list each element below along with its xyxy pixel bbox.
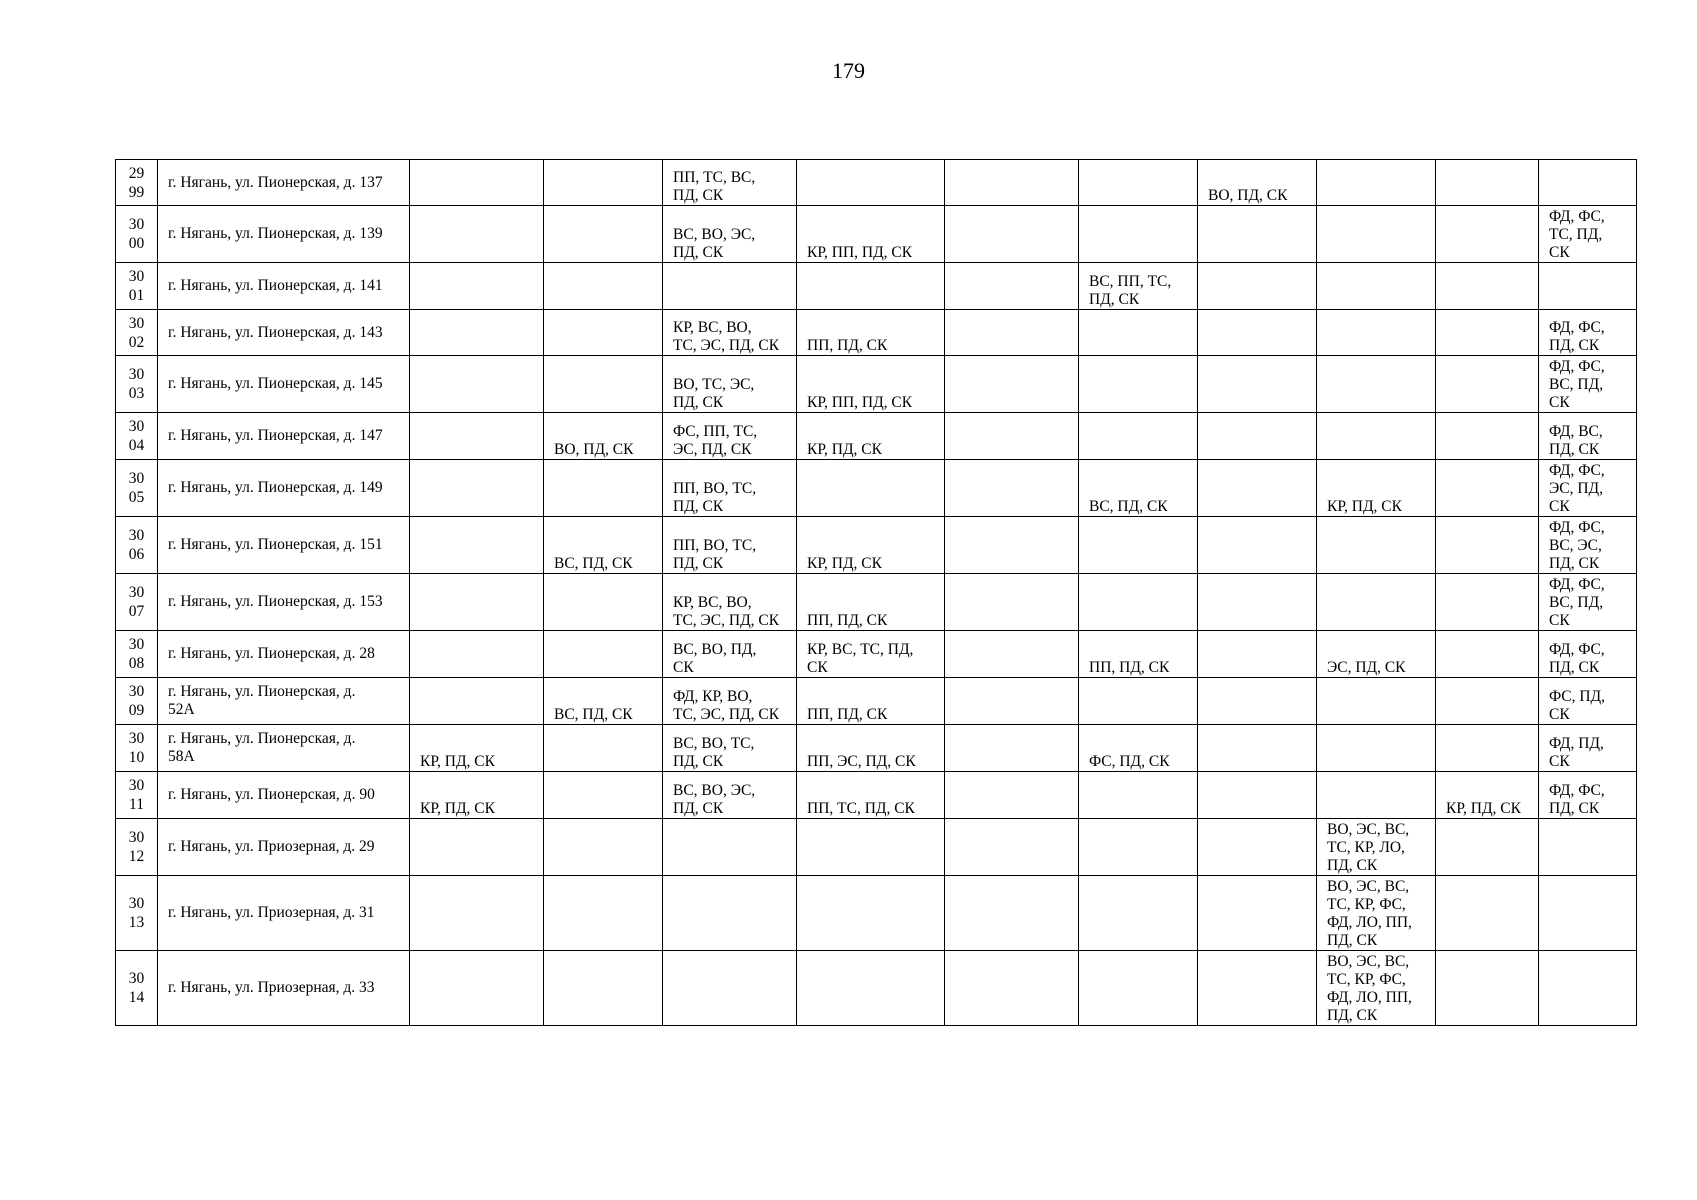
works-cell-col-6 xyxy=(797,517,945,574)
address-cell xyxy=(158,678,410,725)
works-cell-col-11 xyxy=(1436,310,1539,356)
address-cell xyxy=(158,876,410,951)
works-cell-col-8 xyxy=(1079,517,1198,574)
works-text: ВС, ВО, ЭС, ПД, СК xyxy=(673,782,756,817)
works-cell-col-8 xyxy=(1079,678,1198,725)
works-cell-col-3 xyxy=(410,263,544,310)
works-cell-col-7 xyxy=(945,356,1079,413)
works-text: ФС, ПП, ТС, ЭС, ПД, СК xyxy=(673,423,758,458)
row-number-text: 30 08 xyxy=(128,636,145,672)
address-cell xyxy=(158,631,410,678)
works-cell-col-3 xyxy=(410,206,544,263)
works-cell-col-10 xyxy=(1317,413,1436,460)
works-cell-col-9 xyxy=(1198,263,1317,310)
works-cell-col-7 xyxy=(945,263,1079,310)
works-cell-col-9 xyxy=(1198,876,1317,951)
works-cell-col-3 xyxy=(410,678,544,725)
row-number xyxy=(116,460,158,517)
works-cell-col-7 xyxy=(945,678,1079,725)
works-cell-col-12 xyxy=(1539,725,1637,772)
works-cell-col-9 xyxy=(1198,413,1317,460)
works-cell-col-7 xyxy=(945,460,1079,517)
address-text: г. Нягань, ул. Пионерская, д. 139 xyxy=(168,225,383,242)
table-row xyxy=(116,631,1637,678)
row-number-text: 30 01 xyxy=(128,268,145,304)
works-cell-col-3 xyxy=(410,725,544,772)
address-text: г. Нягань, ул. Пионерская, д. 147 xyxy=(168,427,383,444)
works-cell-col-3 xyxy=(410,951,544,1026)
works-cell-col-5 xyxy=(663,160,797,206)
works-cell-col-11 xyxy=(1436,876,1539,951)
works-cell-col-6 xyxy=(797,876,945,951)
works-cell-col-4 xyxy=(544,574,663,631)
works-text: ПП, ПД, СК xyxy=(807,612,888,629)
works-cell-col-5 xyxy=(663,951,797,1026)
works-cell-col-6 xyxy=(797,160,945,206)
works-cell-col-10 xyxy=(1317,356,1436,413)
works-cell-col-5 xyxy=(663,356,797,413)
address-cell xyxy=(158,951,410,1026)
works-text: ПП, ПД, СК xyxy=(1089,659,1170,676)
works-cell-col-6 xyxy=(797,356,945,413)
table-row xyxy=(116,206,1637,263)
works-text: ФД, КР, ВО, ТС, ЭС, ПД, СК xyxy=(673,688,780,723)
works-cell-col-6 xyxy=(797,819,945,876)
row-number-text: 30 12 xyxy=(128,829,145,865)
address-text: г. Нягань, ул. Пионерская, д. 151 xyxy=(168,536,383,553)
works-cell-col-6 xyxy=(797,631,945,678)
row-number-text: 30 02 xyxy=(128,314,145,351)
works-cell-col-12 xyxy=(1539,678,1637,725)
row-number-text: 30 06 xyxy=(128,527,145,563)
works-text: ПП, ВО, ТС, ПД, СК xyxy=(673,537,757,572)
works-cell-col-8 xyxy=(1079,310,1198,356)
row-number xyxy=(116,631,158,678)
works-cell-col-11 xyxy=(1436,263,1539,310)
table-row xyxy=(116,263,1637,310)
table-row xyxy=(116,725,1637,772)
works-cell-col-8 xyxy=(1079,772,1198,819)
works-cell-col-10 xyxy=(1317,263,1436,310)
works-text: КР, ВС, ВО, ТС, ЭС, ПД, СК xyxy=(673,319,780,354)
works-cell-col-5 xyxy=(663,678,797,725)
works-text: ВС, ВО, ТС, ПД, СК xyxy=(673,735,755,770)
address-cell xyxy=(158,460,410,517)
works-text: ПП, ПД, СК xyxy=(807,337,888,354)
works-cell-col-4 xyxy=(544,413,663,460)
works-cell-col-5 xyxy=(663,517,797,574)
works-cell-col-8 xyxy=(1079,160,1198,206)
works-text: ФД, ФС, ТС, ПД, СК xyxy=(1549,208,1605,261)
works-cell-col-3 xyxy=(410,876,544,951)
works-cell-col-7 xyxy=(945,413,1079,460)
works-cell-col-12 xyxy=(1539,310,1637,356)
row-number-text: 30 00 xyxy=(128,216,145,252)
works-text: ФД, ФС, ПД, СК xyxy=(1549,319,1605,354)
works-cell-col-5 xyxy=(663,819,797,876)
works-cell-col-3 xyxy=(410,356,544,413)
works-cell-col-12 xyxy=(1539,160,1637,206)
works-cell-col-11 xyxy=(1436,356,1539,413)
works-text: ПП, ВО, ТС, ПД, СК xyxy=(673,480,757,515)
works-text: ФД, ПД, СК xyxy=(1549,735,1604,770)
works-cell-col-7 xyxy=(945,574,1079,631)
works-cell-col-7 xyxy=(945,160,1079,206)
works-text: ФС, ПД, СК xyxy=(1089,753,1170,770)
works-cell-col-6 xyxy=(797,413,945,460)
table-row xyxy=(116,678,1637,725)
row-number xyxy=(116,206,158,263)
row-number-text: 30 04 xyxy=(128,418,145,454)
works-cell-col-11 xyxy=(1436,631,1539,678)
works-cell-col-10 xyxy=(1317,517,1436,574)
works-text: ВС, ПД, СК xyxy=(1089,498,1168,515)
address-text: г. Нягань, ул. Пионерская, д. 28 xyxy=(168,645,375,662)
works-cell-col-3 xyxy=(410,574,544,631)
works-cell-col-6 xyxy=(797,460,945,517)
works-text: КР, ПД, СК xyxy=(1446,800,1521,817)
works-cell-col-3 xyxy=(410,517,544,574)
works-cell-col-7 xyxy=(945,772,1079,819)
works-cell-col-12 xyxy=(1539,951,1637,1026)
works-cell-col-9 xyxy=(1198,951,1317,1026)
works-text: ВО, ПД, СК xyxy=(1208,187,1288,204)
table-body xyxy=(116,160,1637,1026)
address-cell xyxy=(158,413,410,460)
works-text: ВО, ТС, ЭС, ПД, СК xyxy=(673,376,755,411)
works-text: ФД, ФС, ВС, ЭС, ПД, СК xyxy=(1549,519,1605,572)
works-cell-col-6 xyxy=(797,206,945,263)
table-row xyxy=(116,160,1637,206)
works-text: КР, ПД, СК xyxy=(420,800,495,817)
works-cell-col-10 xyxy=(1317,819,1436,876)
row-number-text: 30 11 xyxy=(128,777,145,813)
address-cell xyxy=(158,206,410,263)
works-cell-col-11 xyxy=(1436,460,1539,517)
row-number xyxy=(116,678,158,725)
works-cell-col-4 xyxy=(544,460,663,517)
works-cell-col-12 xyxy=(1539,819,1637,876)
works-table xyxy=(115,159,1637,1026)
works-text: КР, ПД, СК xyxy=(807,441,882,458)
works-cell-col-8 xyxy=(1079,206,1198,263)
address-text: г. Нягань, ул. Пионерская, д. 149 xyxy=(168,479,383,496)
works-cell-col-11 xyxy=(1436,206,1539,263)
works-cell-col-12 xyxy=(1539,631,1637,678)
works-cell-col-5 xyxy=(663,263,797,310)
row-number-text: 30 10 xyxy=(128,730,145,766)
works-cell-col-6 xyxy=(797,772,945,819)
row-number xyxy=(116,413,158,460)
works-text: ФД, ФС, ЭС, ПД, СК xyxy=(1549,462,1605,515)
works-text: ПП, ЭС, ПД, СК xyxy=(807,753,916,770)
works-cell-col-3 xyxy=(410,460,544,517)
address-cell xyxy=(158,310,410,356)
address-text: г. Нягань, ул. Пионерская, д. 145 xyxy=(168,375,383,392)
works-cell-col-4 xyxy=(544,517,663,574)
row-number-text: 30 13 xyxy=(128,895,145,931)
works-cell-col-12 xyxy=(1539,206,1637,263)
works-cell-col-9 xyxy=(1198,725,1317,772)
works-cell-col-11 xyxy=(1436,413,1539,460)
works-text: ВС, ВО, ЭС, ПД, СК xyxy=(673,226,756,261)
works-cell-col-8 xyxy=(1079,460,1198,517)
works-cell-col-10 xyxy=(1317,460,1436,517)
address-cell xyxy=(158,574,410,631)
works-cell-col-10 xyxy=(1317,574,1436,631)
works-text: ФД, ФС, ПД, СК xyxy=(1549,641,1605,676)
works-cell-col-6 xyxy=(797,725,945,772)
works-text: КР, ПД, СК xyxy=(420,753,495,770)
works-cell-col-9 xyxy=(1198,356,1317,413)
works-cell-col-6 xyxy=(797,678,945,725)
row-number xyxy=(116,263,158,310)
works-cell-col-12 xyxy=(1539,772,1637,819)
table-row xyxy=(116,876,1637,951)
address-text: г. Нягань, ул. Приозерная, д. 31 xyxy=(168,904,375,921)
works-cell-col-11 xyxy=(1436,678,1539,725)
address-cell xyxy=(158,517,410,574)
address-text: г. Нягань, ул. Пионерская, д. 90 xyxy=(168,786,375,803)
works-cell-col-6 xyxy=(797,263,945,310)
works-cell-col-12 xyxy=(1539,263,1637,310)
works-cell-col-5 xyxy=(663,574,797,631)
works-text: КР, ПД, СК xyxy=(1327,498,1402,515)
works-cell-col-3 xyxy=(410,160,544,206)
works-text: ВС, ПП, ТС, ПД, СК xyxy=(1089,273,1172,308)
works-text: КР, ПП, ПД, СК xyxy=(807,394,913,411)
works-cell-col-4 xyxy=(544,310,663,356)
works-text: ФД, ФС, ПД, СК xyxy=(1549,782,1605,817)
row-number-text: 30 05 xyxy=(128,470,145,506)
row-number xyxy=(116,725,158,772)
works-cell-col-3 xyxy=(410,631,544,678)
works-text: ПП, ТС, ВС, ПД, СК xyxy=(673,169,756,204)
works-cell-col-10 xyxy=(1317,772,1436,819)
address-text: г. Нягань, ул. Приозерная, д. 33 xyxy=(168,979,375,996)
works-text: ПП, ПД, СК xyxy=(807,706,888,723)
works-text: КР, ПП, ПД, СК xyxy=(807,244,913,261)
works-text: КР, ВС, ТС, ПД, СК xyxy=(807,641,914,676)
row-number-text: 30 03 xyxy=(128,366,145,402)
works-text: КР, ПД, СК xyxy=(807,555,882,572)
row-number xyxy=(116,310,158,356)
table-row xyxy=(116,356,1637,413)
works-cell-col-9 xyxy=(1198,310,1317,356)
works-text: ЭС, ПД, СК xyxy=(1327,659,1406,676)
works-text: ВО, ЭС, ВС, ТС, КР, ЛО, ПД, СК xyxy=(1327,821,1410,874)
table-row xyxy=(116,819,1637,876)
works-cell-col-8 xyxy=(1079,574,1198,631)
address-text: г. Нягань, ул. Пионерская, д. 141 xyxy=(168,277,383,294)
page-number: 179 xyxy=(832,58,865,83)
works-cell-col-4 xyxy=(544,678,663,725)
works-cell-col-9 xyxy=(1198,631,1317,678)
table-row xyxy=(116,413,1637,460)
table-row xyxy=(116,460,1637,517)
works-cell-col-5 xyxy=(663,876,797,951)
row-number-text: 30 14 xyxy=(128,970,145,1006)
works-cell-col-7 xyxy=(945,310,1079,356)
address-text: г. Нягань, ул. Пионерская, д. 58А xyxy=(168,730,356,765)
works-cell-col-4 xyxy=(544,631,663,678)
works-cell-col-9 xyxy=(1198,819,1317,876)
works-cell-col-9 xyxy=(1198,678,1317,725)
works-cell-col-3 xyxy=(410,310,544,356)
row-number-text: 30 07 xyxy=(128,584,145,620)
works-cell-col-11 xyxy=(1436,951,1539,1026)
works-cell-col-10 xyxy=(1317,876,1436,951)
works-cell-col-5 xyxy=(663,725,797,772)
works-cell-col-12 xyxy=(1539,413,1637,460)
works-cell-col-5 xyxy=(663,310,797,356)
works-cell-col-4 xyxy=(544,160,663,206)
works-text: ПП, ТС, ПД, СК xyxy=(807,800,915,817)
works-cell-col-9 xyxy=(1198,772,1317,819)
works-cell-col-11 xyxy=(1436,772,1539,819)
works-cell-col-7 xyxy=(945,819,1079,876)
works-cell-col-5 xyxy=(663,460,797,517)
works-cell-col-4 xyxy=(544,819,663,876)
works-cell-col-12 xyxy=(1539,356,1637,413)
works-cell-col-10 xyxy=(1317,951,1436,1026)
works-cell-col-3 xyxy=(410,772,544,819)
works-text: ВО, ЭС, ВС, ТС, КР, ФС, ФД, ЛО, ПП, ПД, СК xyxy=(1327,953,1412,1024)
works-cell-col-11 xyxy=(1436,517,1539,574)
works-cell-col-9 xyxy=(1198,574,1317,631)
works-cell-col-4 xyxy=(544,725,663,772)
works-text: ВС, ВО, ПД, СК xyxy=(673,641,757,676)
row-number xyxy=(116,951,158,1026)
works-text: ФД, ФС, ВС, ПД, СК xyxy=(1549,576,1605,629)
works-cell-col-11 xyxy=(1436,160,1539,206)
address-cell xyxy=(158,356,410,413)
works-text: ВО, ЭС, ВС, ТС, КР, ФС, ФД, ЛО, ПП, ПД, СК xyxy=(1327,878,1412,949)
row-number xyxy=(116,160,158,206)
works-cell-col-3 xyxy=(410,413,544,460)
row-number xyxy=(116,819,158,876)
works-cell-col-5 xyxy=(663,413,797,460)
works-cell-col-9 xyxy=(1198,460,1317,517)
works-cell-col-7 xyxy=(945,876,1079,951)
works-cell-col-7 xyxy=(945,517,1079,574)
works-cell-col-10 xyxy=(1317,310,1436,356)
table-row xyxy=(116,517,1637,574)
works-cell-col-8 xyxy=(1079,413,1198,460)
works-cell-col-8 xyxy=(1079,263,1198,310)
row-number xyxy=(116,356,158,413)
works-text: ФД, ФС, ВС, ПД, СК xyxy=(1549,358,1605,411)
works-cell-col-12 xyxy=(1539,574,1637,631)
address-text: г. Нягань, ул. Пионерская, д. 52А xyxy=(168,683,356,718)
works-cell-col-11 xyxy=(1436,574,1539,631)
row-number xyxy=(116,517,158,574)
works-cell-col-12 xyxy=(1539,460,1637,517)
works-cell-col-12 xyxy=(1539,876,1637,951)
address-cell xyxy=(158,263,410,310)
works-cell-col-7 xyxy=(945,725,1079,772)
works-cell-col-4 xyxy=(544,876,663,951)
works-cell-col-10 xyxy=(1317,725,1436,772)
works-cell-col-11 xyxy=(1436,819,1539,876)
row-number xyxy=(116,876,158,951)
works-text: КР, ВС, ВО, ТС, ЭС, ПД, СК xyxy=(673,594,780,629)
works-cell-col-4 xyxy=(544,951,663,1026)
works-cell-col-10 xyxy=(1317,206,1436,263)
works-cell-col-9 xyxy=(1198,206,1317,263)
works-cell-col-10 xyxy=(1317,631,1436,678)
works-cell-col-12 xyxy=(1539,517,1637,574)
works-cell-col-5 xyxy=(663,772,797,819)
address-text: г. Нягань, ул. Приозерная, д. 29 xyxy=(168,838,375,855)
works-cell-col-6 xyxy=(797,574,945,631)
table-row xyxy=(116,310,1637,356)
works-cell-col-4 xyxy=(544,356,663,413)
works-cell-col-4 xyxy=(544,263,663,310)
row-number-text: 30 09 xyxy=(128,683,145,719)
works-cell-col-7 xyxy=(945,631,1079,678)
works-cell-col-8 xyxy=(1079,876,1198,951)
works-cell-col-11 xyxy=(1436,725,1539,772)
works-cell-col-4 xyxy=(544,206,663,263)
row-number xyxy=(116,772,158,819)
works-cell-col-8 xyxy=(1079,819,1198,876)
works-cell-col-3 xyxy=(410,819,544,876)
address-text: г. Нягань, ул. Пионерская, д. 137 xyxy=(168,173,383,191)
address-text: г. Нягань, ул. Пионерская, д. 153 xyxy=(168,593,383,610)
works-cell-col-8 xyxy=(1079,725,1198,772)
works-text: ВО, ПД, СК xyxy=(554,441,634,458)
address-text: г. Нягань, ул. Пионерская, д. 143 xyxy=(168,323,383,341)
table-row xyxy=(116,574,1637,631)
works-cell-col-9 xyxy=(1198,517,1317,574)
works-cell-col-4 xyxy=(544,772,663,819)
table-row xyxy=(116,772,1637,819)
address-cell xyxy=(158,819,410,876)
table-row xyxy=(116,951,1637,1026)
address-cell xyxy=(158,160,410,206)
address-cell xyxy=(158,772,410,819)
works-cell-col-5 xyxy=(663,206,797,263)
works-cell-col-5 xyxy=(663,631,797,678)
works-cell-col-6 xyxy=(797,951,945,1026)
row-number xyxy=(116,574,158,631)
works-cell-col-9 xyxy=(1198,160,1317,206)
works-cell-col-6 xyxy=(797,310,945,356)
row-number-text: 29 99 xyxy=(128,164,145,201)
works-cell-col-7 xyxy=(945,206,1079,263)
address-cell xyxy=(158,725,410,772)
works-cell-col-8 xyxy=(1079,356,1198,413)
works-cell-col-8 xyxy=(1079,631,1198,678)
works-text: ФД, ВС, ПД, СК xyxy=(1549,423,1603,458)
works-text: ВС, ПД, СК xyxy=(554,555,633,572)
works-text: ВС, ПД, СК xyxy=(554,706,633,723)
works-cell-col-10 xyxy=(1317,678,1436,725)
works-cell-col-10 xyxy=(1317,160,1436,206)
works-cell-col-7 xyxy=(945,951,1079,1026)
works-cell-col-8 xyxy=(1079,951,1198,1026)
works-text: ФС, ПД, СК xyxy=(1549,688,1605,723)
